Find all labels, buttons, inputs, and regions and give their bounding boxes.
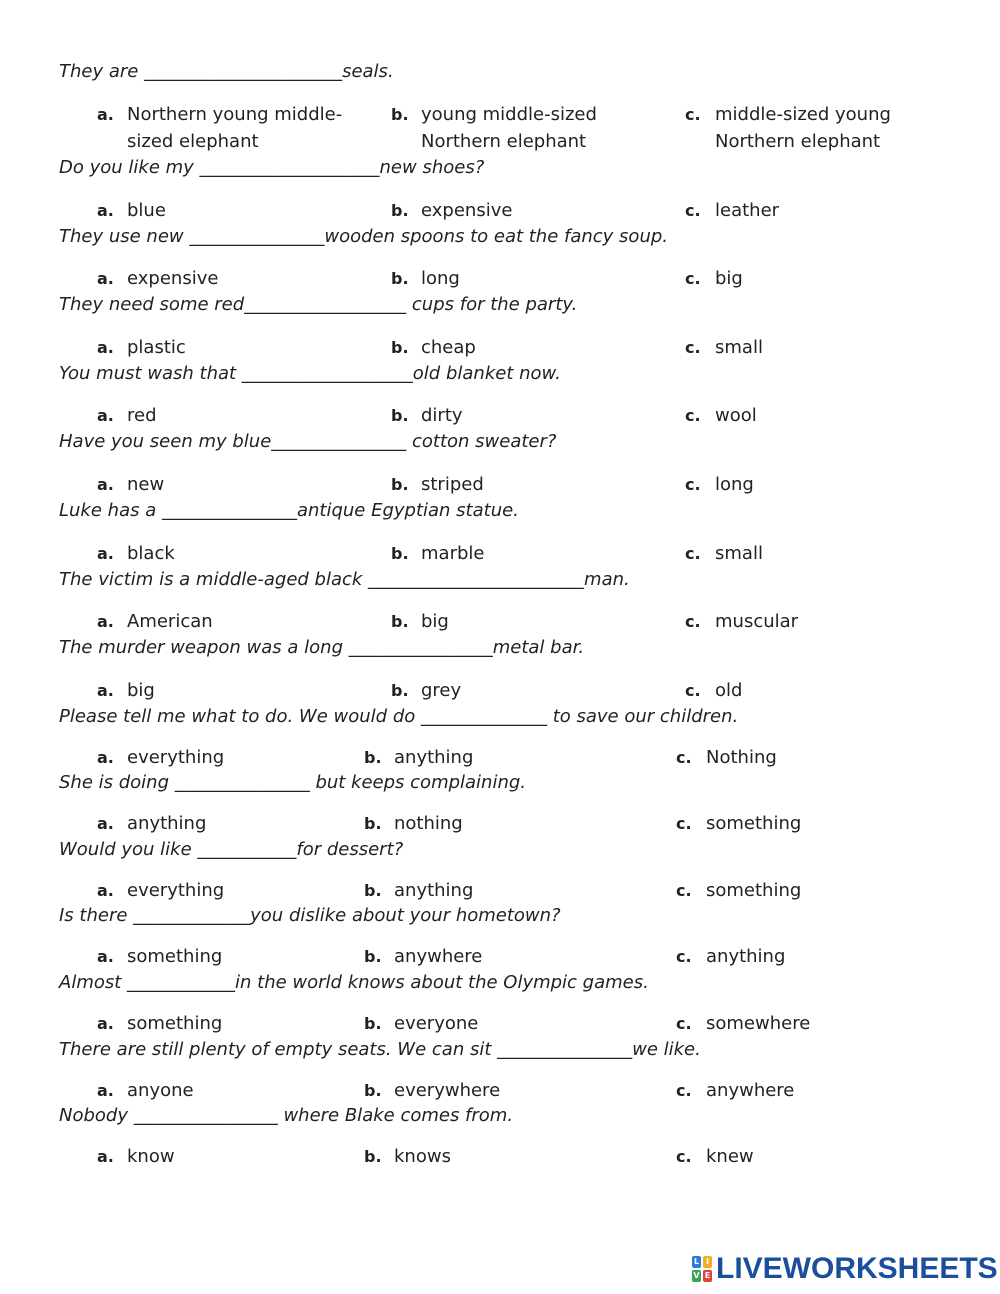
question-16: Nobody ________________ where Blake comes from. [59, 1105, 514, 1126]
option-letter: c. [685, 544, 701, 563]
option-letter: b. [391, 338, 409, 357]
option-letter: b. [391, 269, 409, 288]
question-15: There are still plenty of empty seats. We can sit _______________we like. [59, 1039, 701, 1060]
question-4: They need some red__________________ cups for the party. [59, 294, 578, 315]
option-text: expensive [421, 200, 513, 221]
option-letter: b. [391, 544, 409, 563]
option-letter: b. [364, 947, 382, 966]
logo-mark-letter: I [703, 1256, 712, 1268]
option-text: somewhere [706, 1013, 811, 1034]
option-letter: b. [364, 1147, 382, 1166]
option-letter: c. [685, 475, 701, 494]
option-letter: a. [97, 1147, 114, 1166]
question-14: Almost ____________in the world knows about the Olympic games. [59, 972, 649, 993]
option-letter: c. [685, 612, 701, 631]
option-letter: a. [97, 338, 114, 357]
option-text: small [715, 337, 763, 358]
option-text: expensive [127, 268, 219, 289]
option-text: something [706, 880, 802, 901]
liveworksheets-logo [692, 1252, 998, 1286]
option-text: big [421, 611, 449, 632]
option-text: black [127, 543, 175, 564]
option-letter: a. [97, 544, 114, 563]
option-text: big [127, 680, 155, 701]
option-letter: a. [97, 814, 114, 833]
option-letter: a. [97, 681, 114, 700]
option-text: muscular [715, 611, 799, 632]
option-text: anywhere [394, 946, 483, 967]
option-text: anything [394, 747, 474, 768]
question-2: Do you like my ____________________new shoes? [59, 157, 485, 178]
option-text: anything [706, 946, 786, 967]
option-letter: c. [685, 681, 701, 700]
question-8: The victim is a middle-aged black ________________________man. [59, 569, 630, 590]
option-text: dirty [421, 405, 463, 426]
option-text: anywhere [706, 1080, 795, 1101]
option-letter: c. [676, 814, 692, 833]
option-text: something [706, 813, 802, 834]
option-letter: b. [364, 1081, 382, 1100]
option-text: everything [127, 747, 225, 768]
option-letter: b. [364, 748, 382, 767]
option-text: long [715, 474, 754, 495]
option-letter: c. [685, 105, 701, 124]
option-text: blue [127, 200, 166, 221]
option-letter: a. [97, 1014, 114, 1033]
option-text: wool [715, 405, 757, 426]
option-letter: c. [676, 947, 692, 966]
option-letter: a. [97, 475, 114, 494]
option-letter: c. [685, 269, 701, 288]
option-letter: c. [676, 881, 692, 900]
option-text: something [127, 1013, 223, 1034]
option-letter: a. [97, 201, 114, 220]
question-5: You must wash that ___________________old blanket now. [59, 363, 561, 384]
option-letter: c. [676, 1014, 692, 1033]
option-letter: a. [97, 748, 114, 767]
logo-text: LIVEWORKSHEETS [716, 1252, 998, 1285]
option-letter: a. [97, 947, 114, 966]
option-letter: a. [97, 269, 114, 288]
option-text: leather [715, 200, 780, 221]
question-10: Please tell me what to do. We would do ______________ to save our children. [59, 706, 739, 727]
option-letter: b. [391, 201, 409, 220]
option-text: anything [394, 880, 474, 901]
question-11: She is doing _______________ but keeps complaining. [59, 772, 527, 793]
option-text: small [715, 543, 763, 564]
option-letter: a. [97, 881, 114, 900]
option-text: middle-sized young Northern elephant [715, 104, 891, 152]
option-text: everyone [394, 1013, 479, 1034]
option-letter: a. [97, 1081, 114, 1100]
option-letter: c. [676, 748, 692, 767]
option-letter: b. [391, 406, 409, 425]
option-text: striped [421, 474, 484, 495]
option-letter: a. [97, 105, 114, 124]
option-text: big [715, 268, 743, 289]
option-text: know [127, 1146, 175, 1167]
option-text: everywhere [394, 1080, 501, 1101]
option-text: nothing [394, 813, 463, 834]
option-letter: c. [685, 338, 701, 357]
option-text: anyone [127, 1080, 194, 1101]
question-6: Have you seen my blue_______________ cotton sweater? [59, 431, 557, 452]
option-letter: b. [364, 814, 382, 833]
question-13: Is there _____________you dislike about your hometown? [59, 905, 561, 926]
option-text: knew [706, 1146, 754, 1167]
option-text: knows [394, 1146, 451, 1167]
option-text: red [127, 405, 157, 426]
option-letter: b. [391, 681, 409, 700]
option-letter: a. [97, 612, 114, 631]
question-1: They are ______________________seals. [59, 61, 394, 82]
option-text: Northern young middle-sized elephant [127, 104, 343, 152]
option-letter: b. [364, 1014, 382, 1033]
option-letter: c. [685, 201, 701, 220]
option-letter: c. [685, 406, 701, 425]
option-text: Nothing [706, 747, 777, 768]
option-text: anything [127, 813, 207, 834]
logo-mark-letter: V [693, 1271, 700, 1280]
option-letter: b. [391, 105, 409, 124]
option-text: new [127, 474, 165, 495]
option-text: cheap [421, 337, 476, 358]
option-letter: c. [676, 1147, 692, 1166]
question-9: The murder weapon was a long ________________metal bar. [59, 637, 585, 658]
option-letter: b. [364, 881, 382, 900]
option-text: grey [421, 680, 462, 701]
logo-mark-letter: L [693, 1257, 700, 1266]
option-letter: c. [676, 1081, 692, 1100]
question-3: They use new _______________wooden spoons to eat the fancy soup. [59, 226, 669, 247]
option-text: old [715, 680, 743, 701]
option-text: American [127, 611, 213, 632]
logo-mark-icon [692, 1256, 712, 1282]
option-letter: b. [391, 612, 409, 631]
option-text: marble [421, 543, 485, 564]
option-text: young middle-sized Northern elephant [421, 104, 597, 152]
question-7: Luke has a _______________antique Egyptian statue. [59, 500, 519, 521]
logo-mark-letter: E [704, 1271, 711, 1280]
option-text: everything [127, 880, 225, 901]
option-text: plastic [127, 337, 186, 358]
question-12: Would you like ___________for dessert? [59, 839, 404, 860]
option-letter: a. [97, 406, 114, 425]
option-text: long [421, 268, 460, 289]
option-text: something [127, 946, 223, 967]
option-letter: b. [391, 475, 409, 494]
